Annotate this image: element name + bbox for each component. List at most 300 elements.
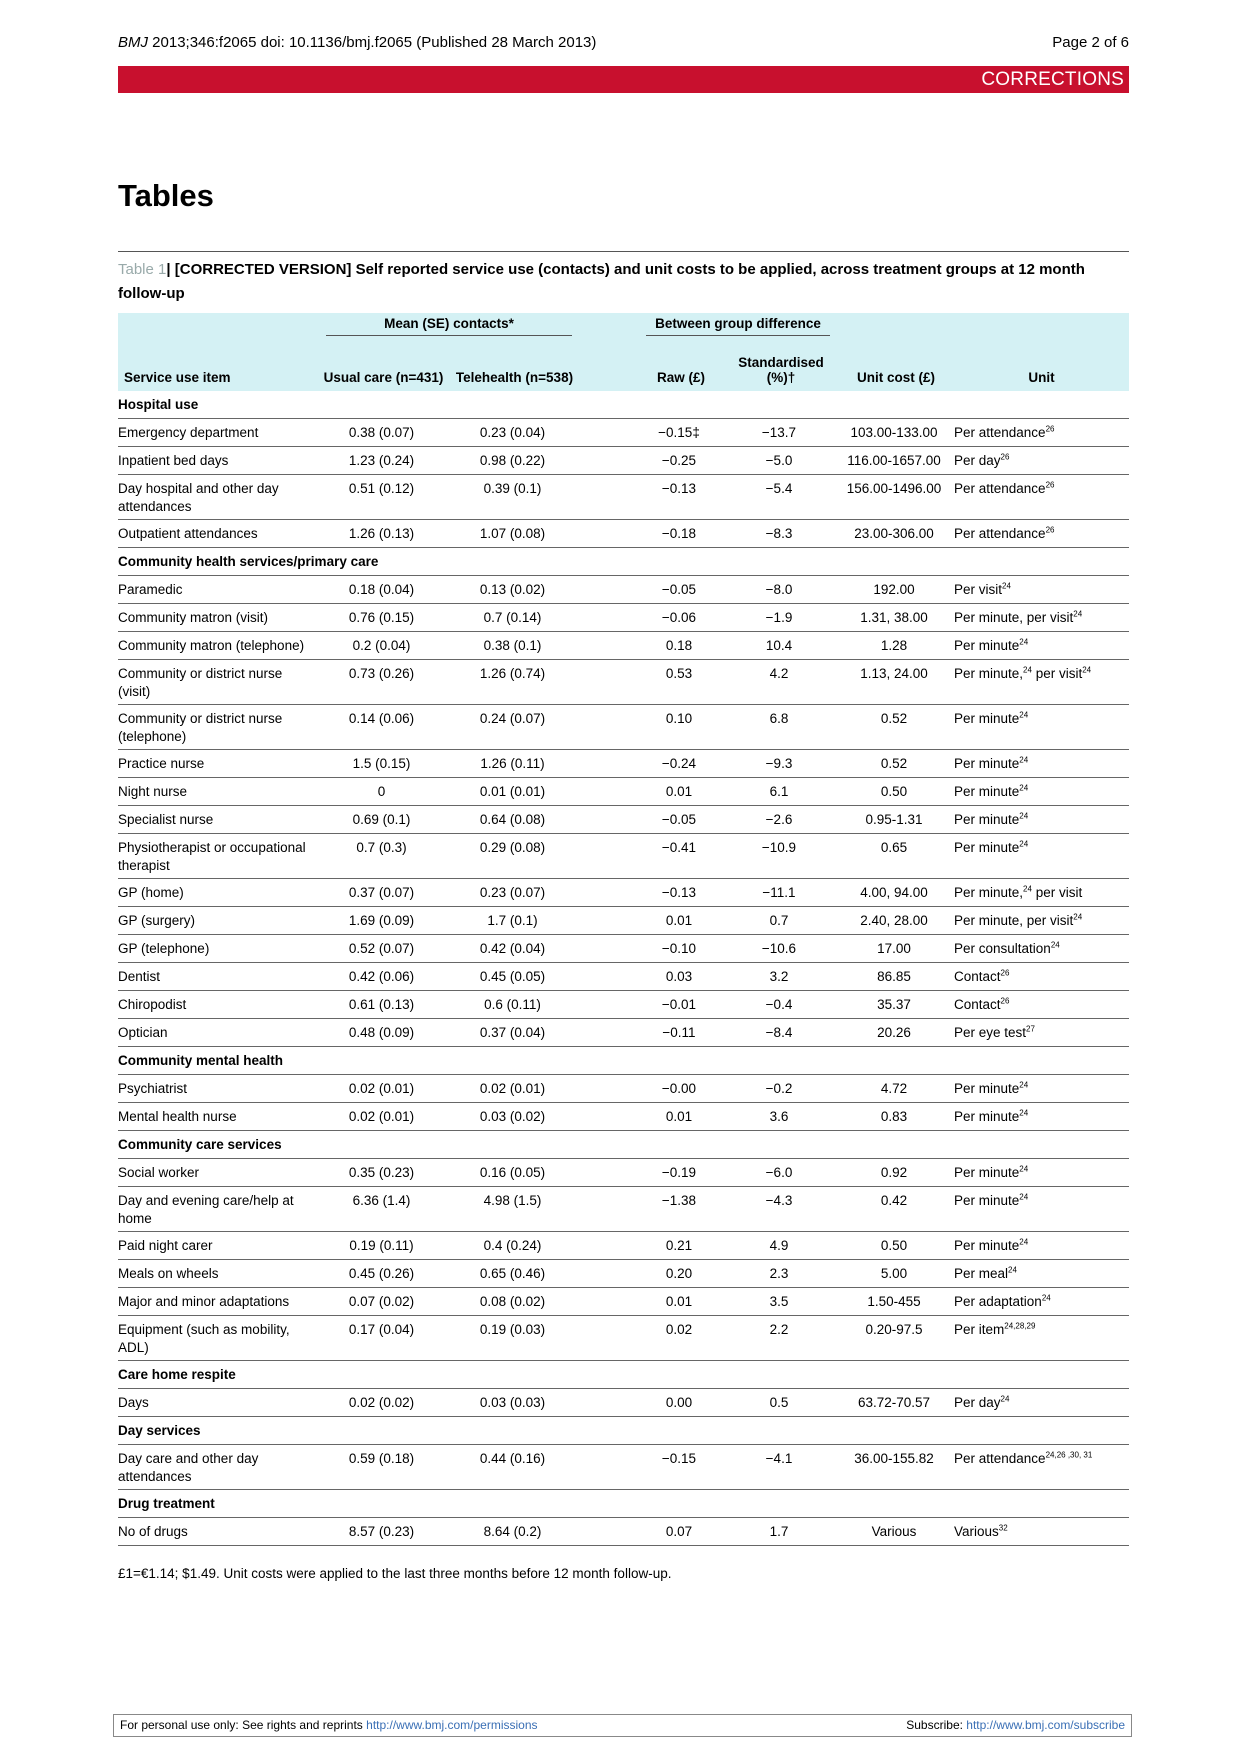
cell-service-item: No of drugs — [118, 1518, 318, 1546]
cell-raw: 0.10 — [638, 705, 724, 750]
unit-reference: 24 — [1019, 637, 1029, 647]
cell-unit — [954, 475, 1129, 520]
cell-service-item: Paid night carer — [118, 1232, 318, 1260]
cell-unit-cost: 116.00-1657.00 — [838, 447, 954, 475]
col-standardised: Standardised (%)† — [724, 339, 838, 391]
unit-reference: 24 — [1019, 1108, 1029, 1118]
cell-telehealth: 0.02 (0.01) — [449, 1075, 580, 1103]
cell-spacer — [580, 963, 638, 991]
table-row — [118, 447, 1129, 475]
table-row — [118, 1019, 1129, 1047]
cell-telehealth: 0.16 (0.05) — [449, 1159, 580, 1187]
cell-raw: 0.01 — [638, 778, 724, 806]
unit-text: Per consultation — [954, 941, 1051, 956]
cell-unit-cost: 4.00, 94.00 — [838, 879, 954, 907]
unit-reference: 24 — [1073, 609, 1083, 619]
cell-service-item: Day care and other day attendances — [118, 1445, 318, 1490]
cell-usual-care: 0.35 (0.23) — [318, 1159, 449, 1187]
cell-raw: −0.11 — [638, 1019, 724, 1047]
unit-reference: 24,28,29 — [1004, 1321, 1036, 1331]
cell-service-item: Day and evening care/help at home — [118, 1187, 318, 1232]
cell-raw: −0.13 — [638, 475, 724, 520]
cell-unit-cost: 23.00-306.00 — [838, 520, 954, 548]
unit-text: Per minute — [954, 840, 1020, 855]
cell-spacer — [580, 1445, 638, 1490]
cell-raw: −0.25 — [638, 447, 724, 475]
cell-raw: −0.24 — [638, 750, 724, 778]
cell-telehealth: 0.65 (0.46) — [449, 1260, 580, 1288]
cell-service-item: Outpatient attendances — [118, 520, 318, 548]
cell-standardised: −5.4 — [724, 475, 838, 520]
cell-raw: −0.10 — [638, 935, 724, 963]
cell-telehealth: 0.03 (0.03) — [449, 1389, 580, 1417]
cell-telehealth: 1.07 (0.08) — [449, 520, 580, 548]
cell-usual-care: 0.69 (0.1) — [318, 806, 449, 834]
cell-standardised: −8.0 — [724, 576, 838, 604]
cell-spacer — [580, 1389, 638, 1417]
table-row — [118, 879, 1129, 907]
table-row — [118, 520, 1129, 548]
cell-raw: 0.20 — [638, 1260, 724, 1288]
cell-service-item: Major and minor adaptations — [118, 1288, 318, 1316]
unit-reference: 24 — [1050, 940, 1060, 950]
caption-rule — [118, 251, 1129, 252]
cell-telehealth: 0.29 (0.08) — [449, 834, 580, 879]
cell-usual-care: 0.18 (0.04) — [318, 576, 449, 604]
cell-spacer — [580, 419, 638, 447]
cell-raw: −0.19 — [638, 1159, 724, 1187]
cell-unit — [954, 1159, 1129, 1187]
unit-reference: 24 — [1041, 1293, 1051, 1303]
cell-standardised: −13.7 — [724, 419, 838, 447]
cell-unit-cost: 2.40, 28.00 — [838, 907, 954, 935]
cell-telehealth: 1.26 (0.11) — [449, 750, 580, 778]
cell-service-item: Practice nurse — [118, 750, 318, 778]
col-usual-care: Usual care (n=431) — [318, 339, 449, 391]
rights-text: For personal use only: See rights and reprints — [120, 1718, 367, 1732]
unit-text: Per minute — [954, 638, 1020, 653]
unit-text: Per minute — [954, 1081, 1020, 1096]
unit-text: Per minute — [954, 784, 1020, 799]
cell-usual-care: 0.38 (0.07) — [318, 419, 449, 447]
table-row — [118, 576, 1129, 604]
cell-unit-cost: 0.20-97.5 — [838, 1316, 954, 1361]
cell-standardised: −6.0 — [724, 1159, 838, 1187]
cell-unit-cost: 1.31, 38.00 — [838, 604, 954, 632]
unit-reference: 24 — [1023, 884, 1032, 894]
unit-text: Per attendance — [954, 481, 1046, 496]
cell-spacer — [580, 520, 638, 548]
unit-text: Per adaptation — [954, 1294, 1042, 1309]
cell-unit — [954, 991, 1129, 1019]
cell-unit — [954, 1232, 1129, 1260]
table-row — [118, 632, 1129, 660]
cell-usual-care: 0.02 (0.01) — [318, 1103, 449, 1131]
cell-standardised: 2.2 — [724, 1316, 838, 1361]
cell-usual-care: 0.37 (0.07) — [318, 879, 449, 907]
cell-service-item: Community or district nurse (visit) — [118, 660, 318, 705]
cell-service-item: Chiropodist — [118, 991, 318, 1019]
col-service-use-item: Service use item — [118, 339, 318, 391]
unit-reference: 24 — [1019, 710, 1029, 720]
col-telehealth: Telehealth (n=538) — [449, 339, 580, 391]
cell-unit-cost: 36.00-155.82 — [838, 1445, 954, 1490]
cell-telehealth: 0.01 (0.01) — [449, 778, 580, 806]
unit-text: Per meal — [954, 1266, 1009, 1281]
cell-unit-cost: 4.72 — [838, 1075, 954, 1103]
table-row — [118, 963, 1129, 991]
cell-standardised: −11.1 — [724, 879, 838, 907]
cell-telehealth: 0.24 (0.07) — [449, 705, 580, 750]
cell-unit — [954, 632, 1129, 660]
unit-text: Per attendance — [954, 425, 1046, 440]
cell-unit-cost: 0.52 — [838, 750, 954, 778]
unit-text: Per minute — [954, 756, 1020, 771]
unit-reference: 24 — [1019, 755, 1029, 765]
cell-unit — [954, 907, 1129, 935]
cell-usual-care: 6.36 (1.4) — [318, 1187, 449, 1232]
unit-reference: 26 — [1045, 525, 1055, 535]
cell-raw: 0.21 — [638, 1232, 724, 1260]
cell-telehealth: 1.26 (0.74) — [449, 660, 580, 705]
section-row — [118, 1490, 1129, 1518]
unit-text: Per minute, — [954, 666, 1024, 681]
cell-telehealth: 4.98 (1.5) — [449, 1187, 580, 1232]
cell-unit-cost: Various — [838, 1518, 954, 1546]
cell-unit-cost: 0.83 — [838, 1103, 954, 1131]
cell-usual-care: 0.7 (0.3) — [318, 834, 449, 879]
unit-text-2: per visit — [1031, 885, 1083, 900]
table-row — [118, 1187, 1129, 1232]
table-row — [118, 834, 1129, 879]
unit-text: Per day — [954, 453, 1001, 468]
cell-usual-care: 0.48 (0.09) — [318, 1019, 449, 1047]
unit-reference: 24 — [1019, 1080, 1029, 1090]
cell-spacer — [580, 576, 638, 604]
unit-text: Per item — [954, 1322, 1005, 1337]
cell-standardised: 3.5 — [724, 1288, 838, 1316]
cell-spacer — [580, 750, 638, 778]
table-row — [118, 660, 1129, 705]
cell-service-item: Community matron (visit) — [118, 604, 318, 632]
cell-service-item: GP (telephone) — [118, 935, 318, 963]
section-heading: Community mental health — [118, 1047, 1129, 1075]
col-unit: Unit — [954, 339, 1129, 391]
section-heading: Hospital use — [118, 391, 1129, 419]
cell-usual-care: 0.52 (0.07) — [318, 935, 449, 963]
cell-spacer — [580, 1232, 638, 1260]
cell-spacer — [580, 475, 638, 520]
unit-text: Various — [954, 1524, 999, 1539]
cell-unit — [954, 604, 1129, 632]
unit-text: Per eye test — [954, 1025, 1027, 1040]
cell-telehealth: 0.37 (0.04) — [449, 1019, 580, 1047]
unit-reference: 26 — [1000, 996, 1010, 1006]
cell-spacer — [580, 1019, 638, 1047]
cell-telehealth: 0.7 (0.14) — [449, 604, 580, 632]
cell-unit-cost: 0.50 — [838, 778, 954, 806]
cell-usual-care: 0.73 (0.26) — [318, 660, 449, 705]
cell-unit — [954, 419, 1129, 447]
unit-reference-2: 24 — [1082, 665, 1092, 675]
cell-raw: −1.38 — [638, 1187, 724, 1232]
cell-standardised: −4.1 — [724, 1445, 838, 1490]
cell-telehealth: 8.64 (0.2) — [449, 1518, 580, 1546]
cell-raw: −0.15‡ — [638, 419, 724, 447]
table-footnote: £1=€1.14; $1.49. Unit costs were applied to the last three months before 12 month follow-up. — [118, 1566, 672, 1581]
cell-spacer — [580, 907, 638, 935]
unit-text: Per visit — [954, 582, 1003, 597]
section-row — [118, 1131, 1129, 1159]
caption-text: | [CORRECTED VERSION] Self reported service use (contacts) and unit costs to be applied, across treatment groups at 12 month follow-up — [118, 261, 1085, 302]
cell-spacer — [580, 778, 638, 806]
cell-raw: −0.18 — [638, 520, 724, 548]
cell-unit — [954, 935, 1129, 963]
page-footer — [113, 1714, 1132, 1737]
cell-standardised: 0.7 — [724, 907, 838, 935]
cell-raw: −0.13 — [638, 879, 724, 907]
unit-reference: 26 — [1045, 480, 1055, 490]
unit-text: Per minute, — [954, 885, 1024, 900]
cell-unit — [954, 778, 1129, 806]
cell-raw: −0.01 — [638, 991, 724, 1019]
cell-standardised: 3.2 — [724, 963, 838, 991]
table-label: Table 1 — [118, 261, 167, 278]
cell-raw: 0.01 — [638, 1103, 724, 1131]
cell-service-item: Psychiatrist — [118, 1075, 318, 1103]
unit-text: Per minute — [954, 1109, 1020, 1124]
cell-telehealth: 0.64 (0.08) — [449, 806, 580, 834]
cell-standardised: 0.5 — [724, 1389, 838, 1417]
cell-service-item: Physiotherapist or occupational therapist — [118, 834, 318, 879]
cell-telehealth: 0.42 (0.04) — [449, 935, 580, 963]
unit-reference: 24,26 ,30, 31 — [1045, 1450, 1093, 1460]
cell-spacer — [580, 834, 638, 879]
cell-usual-care: 0.02 (0.02) — [318, 1389, 449, 1417]
cell-usual-care: 0.2 (0.04) — [318, 632, 449, 660]
table-row — [118, 1445, 1129, 1490]
cell-spacer — [580, 447, 638, 475]
cell-spacer — [580, 1518, 638, 1546]
cell-raw: −0.00 — [638, 1075, 724, 1103]
cell-standardised: 2.3 — [724, 1260, 838, 1288]
cell-spacer — [580, 660, 638, 705]
cell-standardised: −4.3 — [724, 1187, 838, 1232]
cell-raw: 0.01 — [638, 1288, 724, 1316]
col-raw: Raw (£) — [638, 339, 724, 391]
cell-unit — [954, 1518, 1129, 1546]
unit-reference: 24 — [1019, 1192, 1029, 1202]
citation-text: 2013;346:f2065 doi: 10.1136/bmj.f2065 (Published 28 March 2013) — [148, 34, 597, 51]
table-row — [118, 1288, 1129, 1316]
cell-usual-care: 0.17 (0.04) — [318, 1316, 449, 1361]
cell-unit — [954, 447, 1129, 475]
cell-service-item: Day hospital and other day attendances — [118, 475, 318, 520]
cell-unit-cost: 0.50 — [838, 1232, 954, 1260]
cell-standardised: −5.0 — [724, 447, 838, 475]
cell-standardised: −1.9 — [724, 604, 838, 632]
cell-telehealth: 0.44 (0.16) — [449, 1445, 580, 1490]
cell-raw: −0.05 — [638, 576, 724, 604]
cell-standardised: 4.2 — [724, 660, 838, 705]
cell-standardised: −0.4 — [724, 991, 838, 1019]
section-heading: Community care services — [118, 1131, 1129, 1159]
table-row — [118, 604, 1129, 632]
section-heading: Care home respite — [118, 1361, 1129, 1389]
cell-usual-care: 1.5 (0.15) — [318, 750, 449, 778]
cell-raw: −0.05 — [638, 806, 724, 834]
cell-unit — [954, 879, 1129, 907]
cell-unit — [954, 660, 1129, 705]
page-header — [118, 31, 1129, 55]
cell-unit-cost: 103.00-133.00 — [838, 419, 954, 447]
group-between-difference: Between group difference — [646, 316, 830, 336]
permissions-link[interactable]: http://www.bmj.com/permissions — [366, 1718, 538, 1732]
unit-reference: 24 — [1019, 839, 1029, 849]
cell-raw: −0.06 — [638, 604, 724, 632]
cell-service-item: Dentist — [118, 963, 318, 991]
corrections-banner — [118, 66, 1129, 93]
cell-spacer — [580, 1103, 638, 1131]
cell-unit — [954, 963, 1129, 991]
unit-reference: 24 — [1000, 1394, 1010, 1404]
unit-text: Per minute — [954, 1165, 1020, 1180]
cell-usual-care: 0.07 (0.02) — [318, 1288, 449, 1316]
cell-service-item: Social worker — [118, 1159, 318, 1187]
cell-telehealth: 0.45 (0.05) — [449, 963, 580, 991]
unit-text: Per attendance — [954, 526, 1046, 541]
cell-standardised: 1.7 — [724, 1518, 838, 1546]
cell-unit-cost: 0.95-1.31 — [838, 806, 954, 834]
cell-unit — [954, 705, 1129, 750]
cell-standardised: −10.6 — [724, 935, 838, 963]
cell-usual-care: 0 — [318, 778, 449, 806]
section-row — [118, 1047, 1129, 1075]
cell-telehealth: 0.23 (0.07) — [449, 879, 580, 907]
section-row — [118, 548, 1129, 576]
col-unit-cost: Unit cost (£) — [838, 339, 954, 391]
cell-unit — [954, 834, 1129, 879]
page-number: Page 2 of 6 — [1052, 34, 1129, 51]
footer-subscribe — [906, 1718, 1125, 1732]
cell-telehealth: 0.03 (0.02) — [449, 1103, 580, 1131]
unit-reference: 24 — [1023, 665, 1032, 675]
section-row — [118, 1361, 1129, 1389]
cell-spacer — [580, 1288, 638, 1316]
cell-spacer — [580, 879, 638, 907]
cell-service-item: Community matron (telephone) — [118, 632, 318, 660]
cell-unit-cost: 5.00 — [838, 1260, 954, 1288]
cell-standardised: 4.9 — [724, 1232, 838, 1260]
section-heading: Community health services/primary care — [118, 548, 1129, 576]
section-heading: Drug treatment — [118, 1490, 1129, 1518]
cell-standardised: −8.4 — [724, 1019, 838, 1047]
cell-standardised: 3.6 — [724, 1103, 838, 1131]
service-use-table — [118, 313, 1129, 1546]
cell-service-item: Mental health nurse — [118, 1103, 318, 1131]
cell-telehealth: 0.23 (0.04) — [449, 419, 580, 447]
cell-service-item: Specialist nurse — [118, 806, 318, 834]
cell-service-item: Inpatient bed days — [118, 447, 318, 475]
cell-unit-cost: 156.00-1496.00 — [838, 475, 954, 520]
cell-spacer — [580, 604, 638, 632]
subscribe-text: Subscribe: — [906, 1718, 967, 1732]
cell-raw: −0.41 — [638, 834, 724, 879]
journal-name: BMJ — [118, 34, 148, 51]
cell-spacer — [580, 1316, 638, 1361]
cell-unit — [954, 1103, 1129, 1131]
cell-usual-care: 1.69 (0.09) — [318, 907, 449, 935]
unit-reference: 24 — [1002, 581, 1011, 591]
cell-telehealth: 0.4 (0.24) — [449, 1232, 580, 1260]
cell-unit — [954, 750, 1129, 778]
table-row — [118, 806, 1129, 834]
unit-reference: 24 — [1019, 1164, 1029, 1174]
cell-unit — [954, 1445, 1129, 1490]
cell-telehealth: 0.19 (0.03) — [449, 1316, 580, 1361]
subscribe-link[interactable]: http://www.bmj.com/subscribe — [966, 1718, 1125, 1732]
cell-unit-cost: 0.65 — [838, 834, 954, 879]
cell-standardised: −10.9 — [724, 834, 838, 879]
cell-usual-care: 1.26 (0.13) — [318, 520, 449, 548]
table-row — [118, 907, 1129, 935]
cell-unit — [954, 1019, 1129, 1047]
unit-reference: 26 — [1000, 968, 1010, 978]
cell-spacer — [580, 1159, 638, 1187]
unit-reference: 24 — [1019, 783, 1029, 793]
cell-unit-cost: 1.50-455 — [838, 1288, 954, 1316]
cell-usual-care: 0.19 (0.11) — [318, 1232, 449, 1260]
cell-unit — [954, 520, 1129, 548]
unit-text: Contact — [954, 969, 1001, 984]
cell-unit — [954, 1260, 1129, 1288]
unit-reference: 26 — [1045, 424, 1055, 434]
cell-unit — [954, 1389, 1129, 1417]
cell-usual-care: 0.14 (0.06) — [318, 705, 449, 750]
table-row — [118, 1159, 1129, 1187]
cell-standardised: −8.3 — [724, 520, 838, 548]
table-body — [118, 391, 1129, 1546]
table-row — [118, 1103, 1129, 1131]
cell-service-item: GP (surgery) — [118, 907, 318, 935]
cell-service-item: Night nurse — [118, 778, 318, 806]
cell-usual-care: 0.45 (0.26) — [318, 1260, 449, 1288]
table-caption — [118, 258, 1129, 306]
unit-text: Contact — [954, 997, 1001, 1012]
cell-raw: 0.02 — [638, 1316, 724, 1361]
cell-usual-care: 0.61 (0.13) — [318, 991, 449, 1019]
cell-unit-cost: 0.92 — [838, 1159, 954, 1187]
cell-unit-cost: 0.52 — [838, 705, 954, 750]
unit-text: Per minute — [954, 1193, 1020, 1208]
cell-unit — [954, 1187, 1129, 1232]
cell-unit — [954, 1316, 1129, 1361]
cell-raw: 0.18 — [638, 632, 724, 660]
cell-unit — [954, 1288, 1129, 1316]
cell-service-item: Equipment (such as mobility, ADL) — [118, 1316, 318, 1361]
cell-spacer — [580, 1075, 638, 1103]
table-row — [118, 475, 1129, 520]
cell-spacer — [580, 935, 638, 963]
unit-text: Per minute, per visit — [954, 610, 1074, 625]
cell-service-item: GP (home) — [118, 879, 318, 907]
table-row — [118, 935, 1129, 963]
section-row — [118, 1417, 1129, 1445]
table-row — [118, 1518, 1129, 1546]
cell-telehealth: 0.39 (0.1) — [449, 475, 580, 520]
cell-telehealth: 0.08 (0.02) — [449, 1288, 580, 1316]
cell-raw: 0.01 — [638, 907, 724, 935]
